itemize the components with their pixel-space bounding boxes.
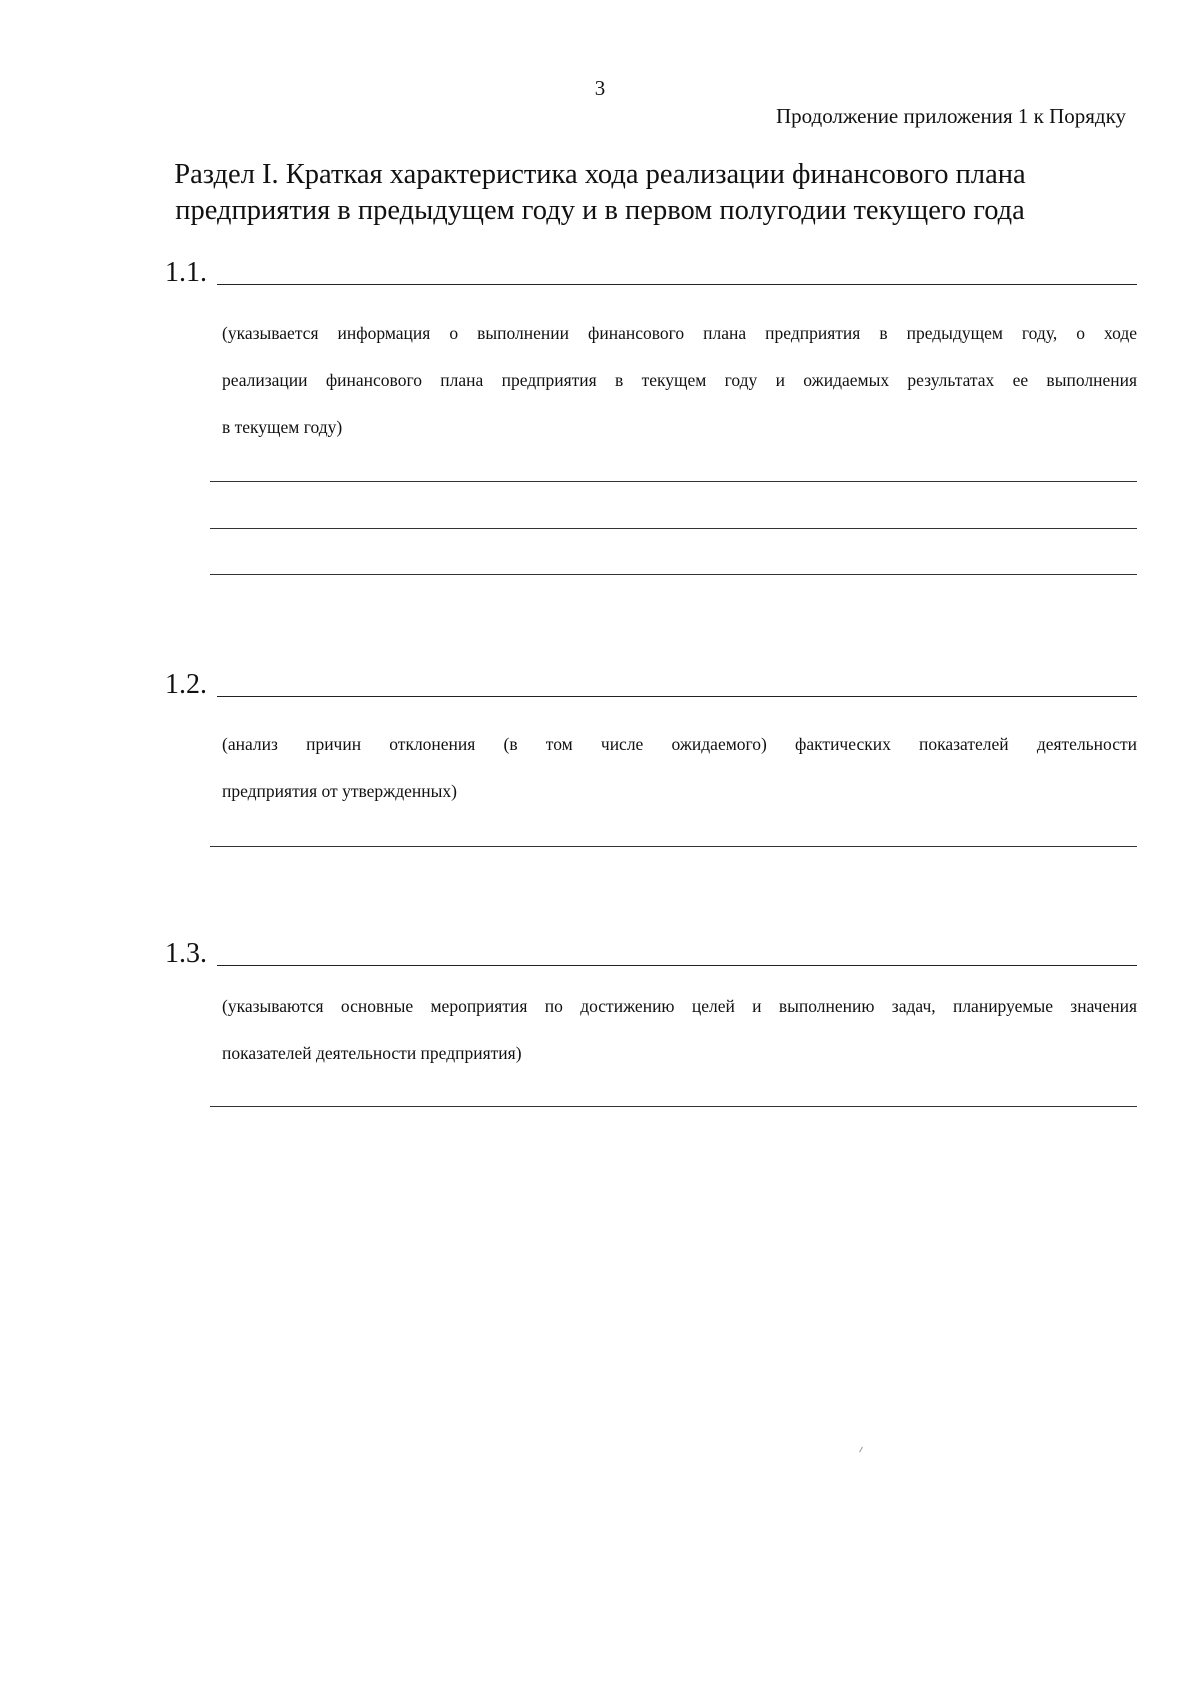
answer-line[interactable] <box>210 481 1137 482</box>
item-1-2-hint <box>222 721 1137 815</box>
hint-line: (анализ причин отклонения (в том числе ожидаемого) фактических показателей деятельности <box>222 734 1137 754</box>
section-title <box>0 157 1200 229</box>
hint-line: (указываются основные мероприятия по достижению целей и выполнению задач, планируемые значения <box>222 996 1137 1016</box>
item-number: 1.3. <box>165 938 207 969</box>
item-1-3-field[interactable] <box>217 965 1137 966</box>
hint-line: предприятия от утвержденных) <box>222 781 457 801</box>
section-title-line: предприятия в предыдущем году и в первом полугодии текущего года <box>175 195 1025 226</box>
answer-line[interactable] <box>210 1106 1137 1107</box>
section-title-line: Раздел I. Краткая характеристика хода реализации финансового плана <box>174 159 1026 190</box>
item-1-2-field[interactable] <box>217 696 1137 697</box>
hint-line: (указывается информация о выполнении финансового плана предприятия в предыдущем году, о ходе <box>222 323 1137 343</box>
item-number: 1.2. <box>165 669 207 700</box>
appendix-reference: Продолжение приложения 1 к Порядку <box>775 104 1126 128</box>
hint-line: в текущем году) <box>222 417 343 437</box>
item-1-3-hint <box>222 983 1137 1077</box>
hint-line: показателей деятельности предприятия) <box>222 1043 522 1063</box>
answer-line[interactable] <box>210 528 1137 529</box>
item-1-1-field[interactable] <box>217 284 1137 285</box>
scan-mark <box>859 1447 863 1453</box>
answer-line[interactable] <box>210 846 1137 847</box>
hint-line: реализации финансового плана предприятия в текущем году и ожидаемых результатах ее выполнения <box>222 370 1137 390</box>
item-number: 1.1. <box>165 257 207 288</box>
item-1-1-hint <box>222 310 1137 451</box>
page-number: 3 <box>594 76 606 100</box>
answer-line[interactable] <box>210 574 1137 575</box>
